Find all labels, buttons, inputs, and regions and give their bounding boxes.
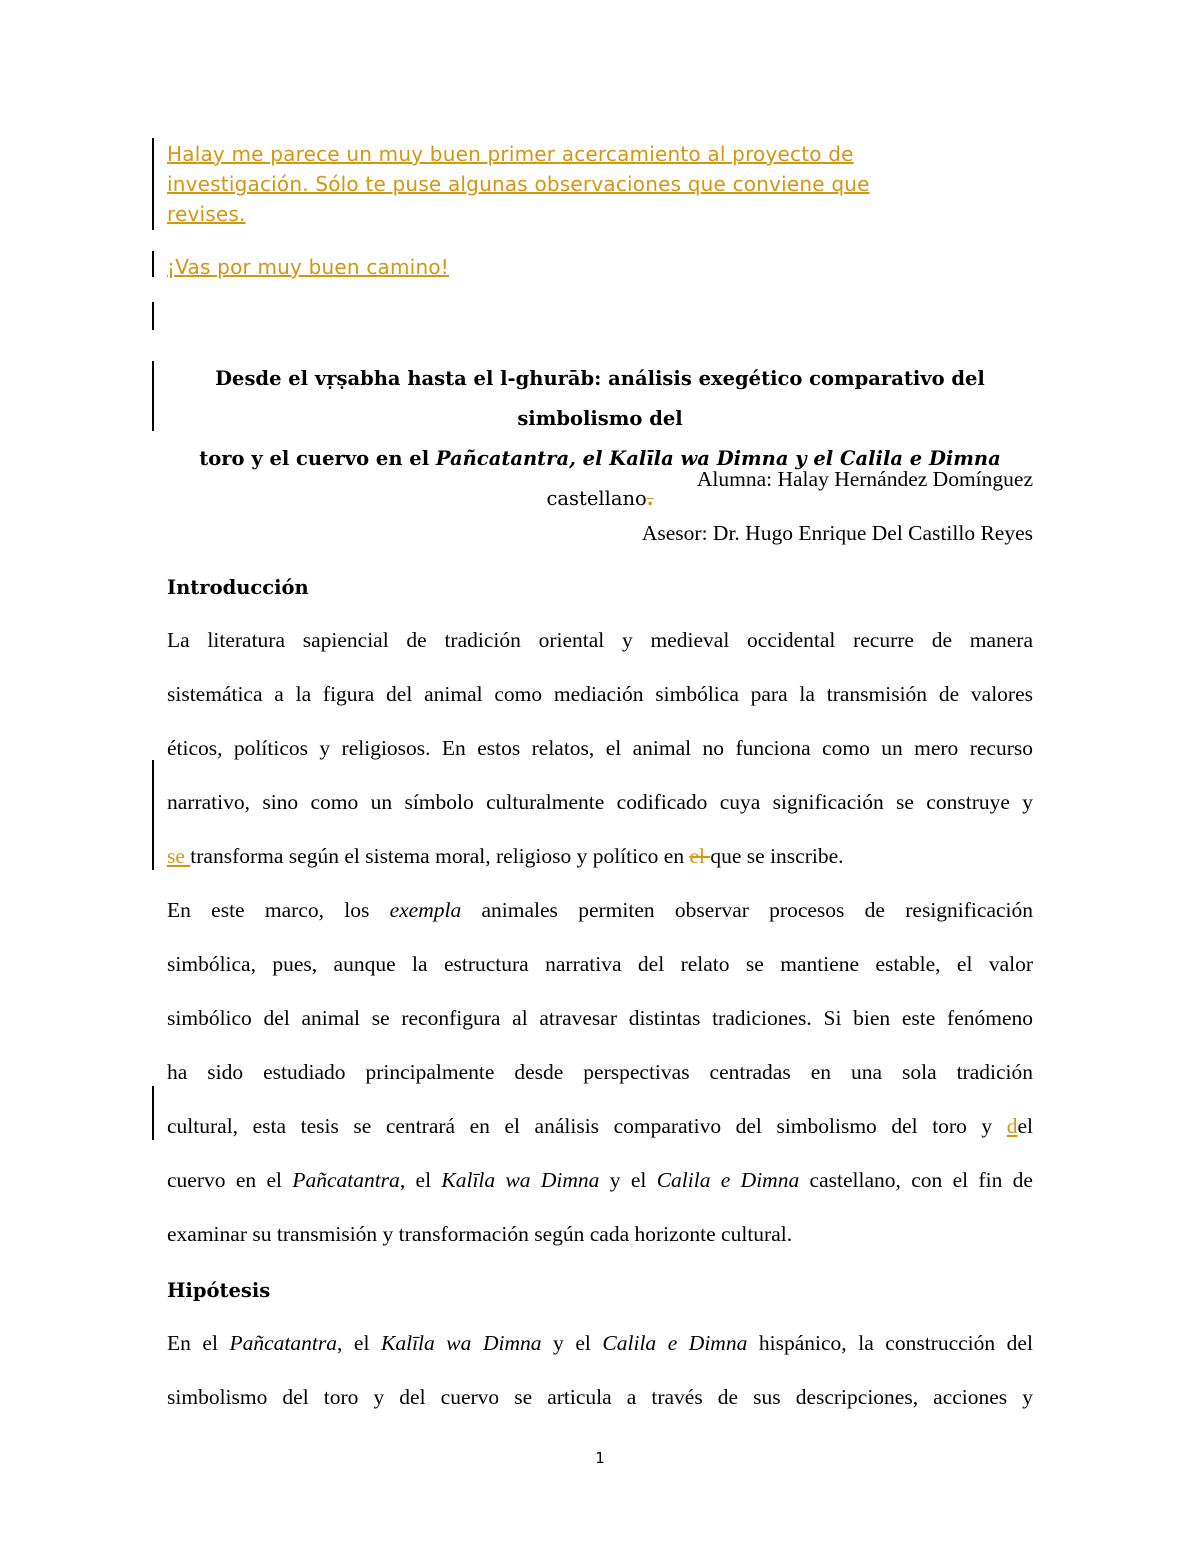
reviewer-comment-closing: ¡Vas por muy buen camino!	[167, 255, 449, 279]
paragraph-line: éticos, políticos y religiosos. En estos relatos, el animal no funciona como un mero recurso	[167, 736, 1033, 760]
paragraph-line: La literatura sapiencial de tradición oriental y medieval occidental recurre de manera	[167, 628, 1033, 652]
title-line-1: Desde el vṛṣabha hasta el l-ghurāb: análisis exegético comparativo del simbolismo del	[215, 367, 985, 430]
title-line-2: toro y el cuervo en el Pañcatantra, el Kalīla wa Dimna y el Calila e Dimna castellano.	[199, 447, 1001, 510]
document-title	[160, 359, 1040, 519]
paragraph-line: simbólico del animal se reconfigura al atravesar distintas tradiciones. Si bien este fenómeno	[167, 1006, 1033, 1030]
section-heading-hipotesis: Hipótesis	[167, 1279, 271, 1302]
advisor-name: Asesor: Dr. Hugo Enrique Del Castillo Reyes	[641, 521, 1033, 545]
change-bar	[152, 251, 154, 277]
paragraph-line: se transforma según el sistema moral, religioso y político en el que se inscribe.	[167, 844, 844, 868]
deleted-text: el	[689, 844, 711, 868]
paragraph-line: ha sido estudiado principalmente desde perspectivas centradas en una sola tradición	[167, 1060, 1033, 1084]
paragraph-line: cultural, esta tesis se centrará en el análisis comparativo del simbolismo del toro y del	[167, 1114, 1033, 1138]
change-bar	[152, 1086, 154, 1140]
paragraph-line: sistemática a la figura del animal como mediación simbólica para la transmisión de valores	[167, 682, 1033, 706]
reviewer-comment-line: Halay me parece un muy buen primer acercamiento al proyecto de	[167, 142, 854, 166]
inserted-text: se	[167, 844, 191, 868]
change-bar	[152, 138, 154, 230]
reviewer-comment-line: investigación. Sólo te puse algunas observaciones que conviene que	[167, 172, 870, 196]
paragraph-line: narrativo, sino como un símbolo culturalmente codificado cuya significación se construye y	[167, 790, 1033, 814]
paragraph-line: simbolismo del toro y del cuervo se articula a través de sus descripciones, acciones y	[167, 1385, 1033, 1409]
change-bar	[152, 302, 154, 330]
paragraph-line: cuervo en el Pañcatantra, el Kalīla wa Dimna y el Calila e Dimna castellano, con el fin de	[167, 1168, 1033, 1192]
reviewer-comment-line: revises.	[167, 202, 246, 226]
change-bar	[152, 760, 154, 870]
deleted-text: .	[646, 487, 654, 510]
paragraph-line: En este marco, los exempla animales permiten observar procesos de resignificación	[167, 898, 1033, 922]
paragraph-line: examinar su transmisión y transformación según cada horizonte cultural.	[167, 1222, 793, 1246]
section-heading-introduccion: Introducción	[167, 576, 309, 599]
paragraph-line: En el Pañcatantra, el Kalīla wa Dimna y el Calila e Dimna hispánico, la construcción del	[167, 1331, 1033, 1355]
student-name: Alumna: Halay Hernández Domínguez	[696, 467, 1033, 491]
paragraph-line: simbólica, pues, aunque la estructura narrativa del relato se mantiene estable, el valor	[167, 952, 1033, 976]
change-bar	[152, 361, 154, 431]
page-number: 1	[595, 1449, 605, 1467]
inserted-text: d	[1006, 1114, 1018, 1138]
